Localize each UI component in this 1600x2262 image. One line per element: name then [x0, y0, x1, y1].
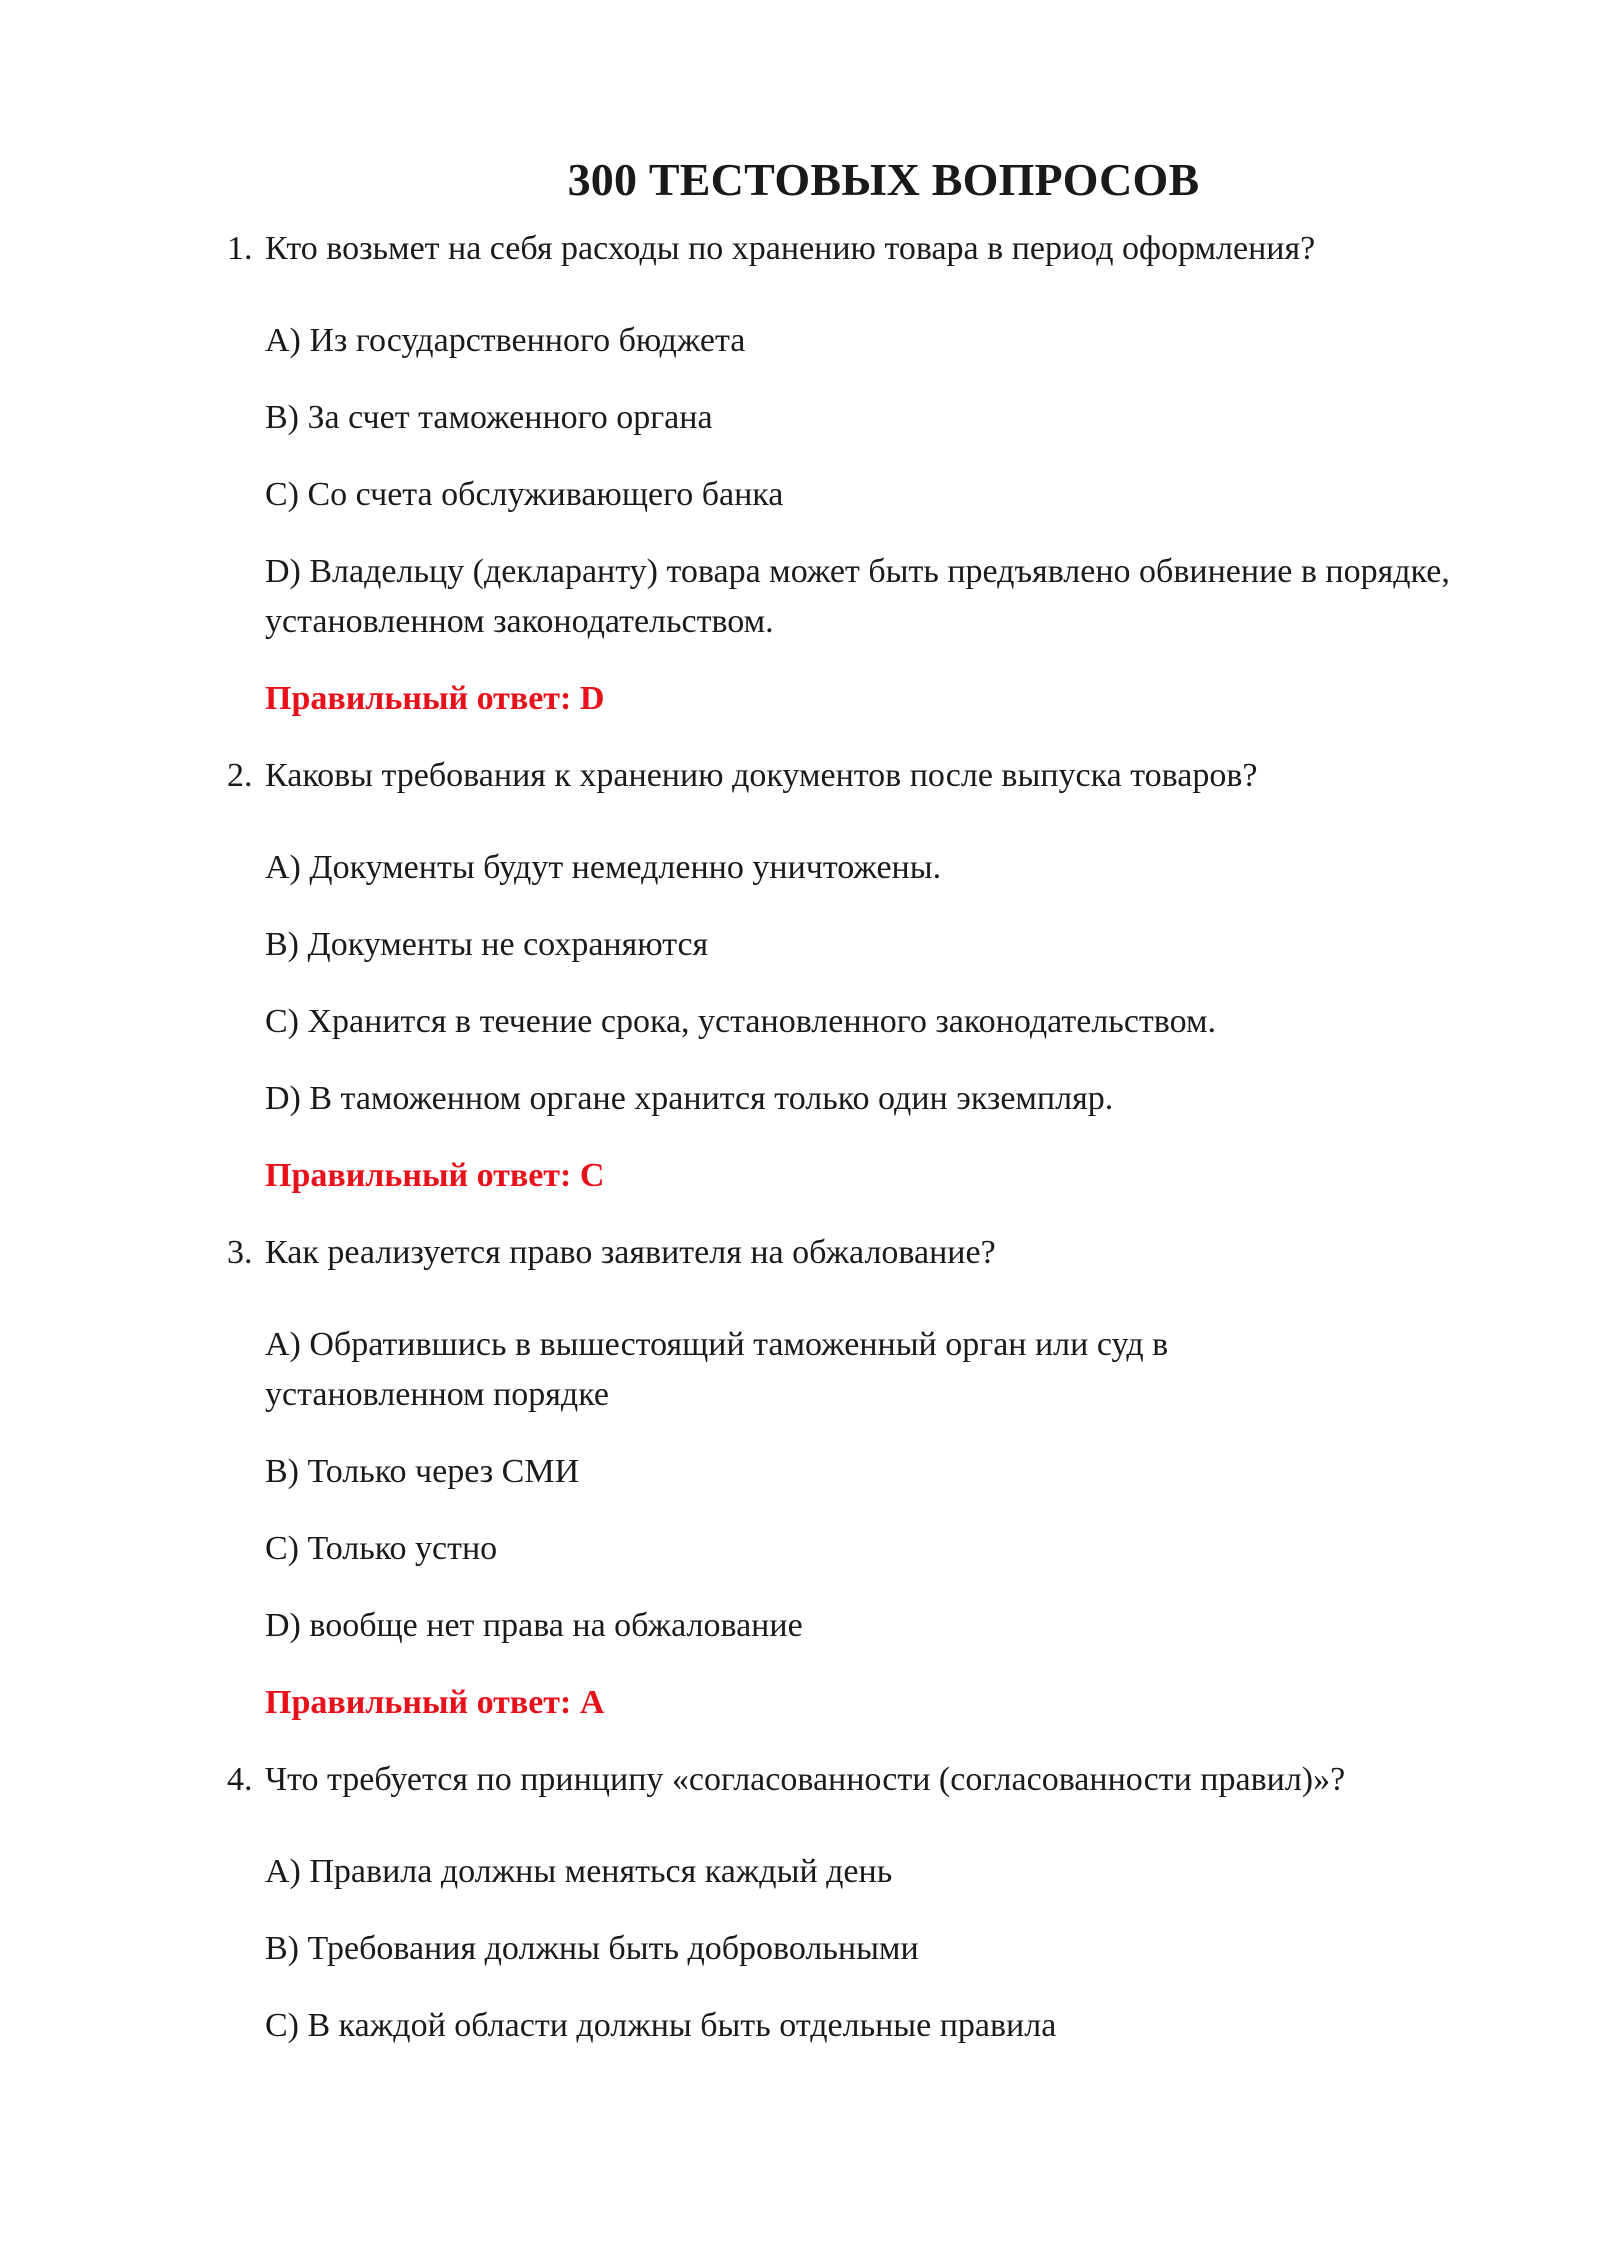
option-b: B) Требования должны быть добровольными	[265, 1930, 919, 1967]
option-a: A) Обратившись в вышестоящий таможенный орган или суд в установленном порядке	[265, 1326, 1169, 1413]
option-b: B) За счет таможенного органа	[265, 399, 713, 436]
answer-options	[265, 1320, 1460, 1651]
question-text	[227, 751, 1460, 801]
question-label: Что требуется по принципу «согласованности (согласованности правил)»?	[265, 1761, 1346, 1798]
question-4	[227, 1755, 1460, 2051]
option-c: C) Со счета обслуживающего банка	[265, 476, 784, 513]
correct-answer: Правильный ответ: D	[265, 680, 605, 717]
question-text	[227, 224, 1460, 274]
question-1	[227, 224, 1460, 724]
question-2	[227, 751, 1460, 1201]
option-c: C) Хранится в течение срока, установленного законодательством.	[265, 1003, 1216, 1040]
option-a: A) Из государственного бюджета	[265, 322, 746, 359]
question-number: 2.	[227, 757, 253, 794]
answer-options	[265, 1847, 1460, 2051]
option-a: A) Документы будут немедленно уничтожены.	[265, 849, 942, 886]
option-b: B) Документы не сохраняются	[265, 926, 709, 963]
question-number: 1.	[227, 230, 253, 267]
option-b: B) Только через СМИ	[265, 1453, 580, 1490]
option-a: A) Правила должны меняться каждый день	[265, 1853, 893, 1890]
question-text	[227, 1228, 1460, 1278]
question-label: Как реализуется право заявителя на обжалование?	[265, 1234, 996, 1271]
answer-options	[265, 316, 1460, 647]
answer-options	[265, 843, 1460, 1124]
document-title: 300 ТЕСТОВЫХ ВОПРОСОВ	[567, 154, 1200, 205]
question-number: 3.	[227, 1234, 253, 1271]
question-3	[227, 1228, 1460, 1728]
correct-answer: Правильный ответ: A	[265, 1684, 605, 1721]
question-label: Кто возьмет на себя расходы по хранению товара в период оформления?	[265, 230, 1316, 267]
question-text	[227, 1755, 1460, 1805]
option-d: D) Владельцу (декларанту) товара может быть предъявлено обвинение в порядке, установленном законодательством.	[265, 553, 1450, 640]
option-c: C) Только устно	[265, 1530, 498, 1567]
option-c: C) В каждой области должны быть отдельные правила	[265, 2007, 1057, 2044]
question-label: Каковы требования к хранению документов после выпуска товаров?	[265, 757, 1258, 794]
question-number: 4.	[227, 1761, 253, 1798]
option-d: D) В таможенном органе хранится только один экземпляр.	[265, 1080, 1114, 1117]
correct-answer: Правильный ответ: C	[265, 1157, 605, 1194]
option-d: D) вообще нет права на обжалование	[265, 1607, 803, 1644]
